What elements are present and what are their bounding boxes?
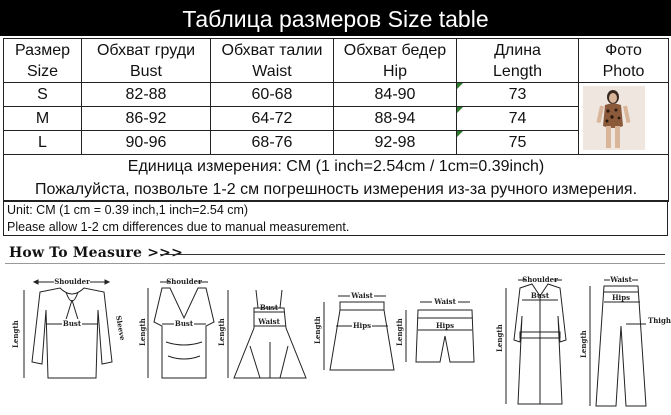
header-length: Длина Length	[457, 39, 579, 83]
label-length: Length	[579, 330, 588, 358]
coat-diagram	[495, 275, 566, 404]
vest-diagram	[138, 277, 214, 378]
label-bust: Bust	[530, 291, 550, 300]
size-table	[3, 38, 669, 202]
header-row	[4, 39, 669, 83]
cell-hip: 84-90	[334, 83, 457, 107]
note-en	[3, 200, 668, 236]
label-hips: Hips	[352, 321, 372, 330]
cell-bust: 82-88	[82, 83, 211, 107]
label-bust: Bust	[174, 319, 194, 328]
label-bust: Bust	[62, 319, 82, 328]
label-waist: Waist	[258, 317, 280, 326]
label-waist: Waist	[434, 297, 456, 306]
label-length: Length	[217, 318, 226, 346]
table-row	[4, 107, 669, 131]
header-hip: Обхват бедер Hip	[334, 39, 457, 83]
cell-size: S	[4, 83, 82, 107]
dress-diagram	[217, 290, 306, 378]
label-hips: Hips	[611, 293, 631, 302]
table-row	[4, 131, 669, 155]
header-size: Размер Size	[4, 39, 82, 83]
note-en-line2: Please allow 1-2 cm differences due to manual measurement.	[7, 220, 350, 234]
note-row-ru	[4, 155, 669, 202]
divider	[5, 263, 665, 264]
header-waist: Обхват талии Waist	[211, 39, 334, 83]
cell-waist: 60-68	[211, 83, 334, 107]
cell-waist: 64-72	[211, 107, 334, 131]
label-shoulder: Shoulder	[166, 277, 202, 286]
label-length: Length	[138, 318, 147, 346]
cell-hip: 92-98	[334, 131, 457, 155]
shorts-diagram	[395, 297, 474, 362]
photo-cell	[579, 83, 669, 155]
how-to-measure-heading: How To Measure >>>	[9, 245, 183, 261]
label-waist: Waist	[351, 291, 373, 300]
model-photo	[583, 86, 645, 150]
label-shoulder: Shoulder	[522, 275, 558, 284]
cell-size: M	[4, 107, 82, 131]
cell-waist: 68-76	[211, 131, 334, 155]
header-bust: Обхват груди Bust	[82, 39, 211, 83]
label-thigh: Thigh	[648, 316, 671, 325]
note-en-line1: Unit: CM (1 cm = 0.39 inch,1 inch=2.54 cm)	[7, 203, 249, 217]
cell-length: 75	[457, 131, 579, 155]
note-ru-line2: Пожалуйста, позвольте 1-2 см погрешность измерения из-за ручного измерения.	[34, 181, 638, 198]
label-length: Length	[313, 316, 322, 344]
table-row	[4, 83, 669, 107]
pants-diagram	[579, 275, 671, 406]
cell-bust: 90-96	[82, 131, 211, 155]
page-title: Таблица размеров Size table	[0, 0, 671, 36]
label-length: Length	[11, 320, 20, 348]
cell-length: 74	[457, 107, 579, 131]
cell-length: 73	[457, 83, 579, 107]
divider	[160, 254, 665, 255]
measurement-diagram	[0, 266, 671, 415]
skirt-diagram	[313, 291, 394, 370]
cell-hip: 88-94	[334, 107, 457, 131]
label-bust: Bust	[259, 303, 279, 312]
header-photo: Фото Photo	[579, 39, 669, 83]
cell-bust: 86-92	[82, 107, 211, 131]
label-length: Length	[495, 324, 504, 352]
label-waist: Waist	[610, 275, 632, 284]
label-hips: Hips	[435, 321, 455, 330]
note-ru	[4, 155, 669, 202]
label-length: Length	[395, 318, 404, 346]
note-ru-line1: Единица измерения: CM (1 inch=2.54cm / 1cm=0.39inch)	[127, 158, 545, 175]
cell-size: L	[4, 131, 82, 155]
label-sleeve: Sleeve	[114, 314, 128, 342]
blouse-diagram	[11, 277, 127, 378]
label-shoulder: Shoulder	[54, 277, 90, 286]
